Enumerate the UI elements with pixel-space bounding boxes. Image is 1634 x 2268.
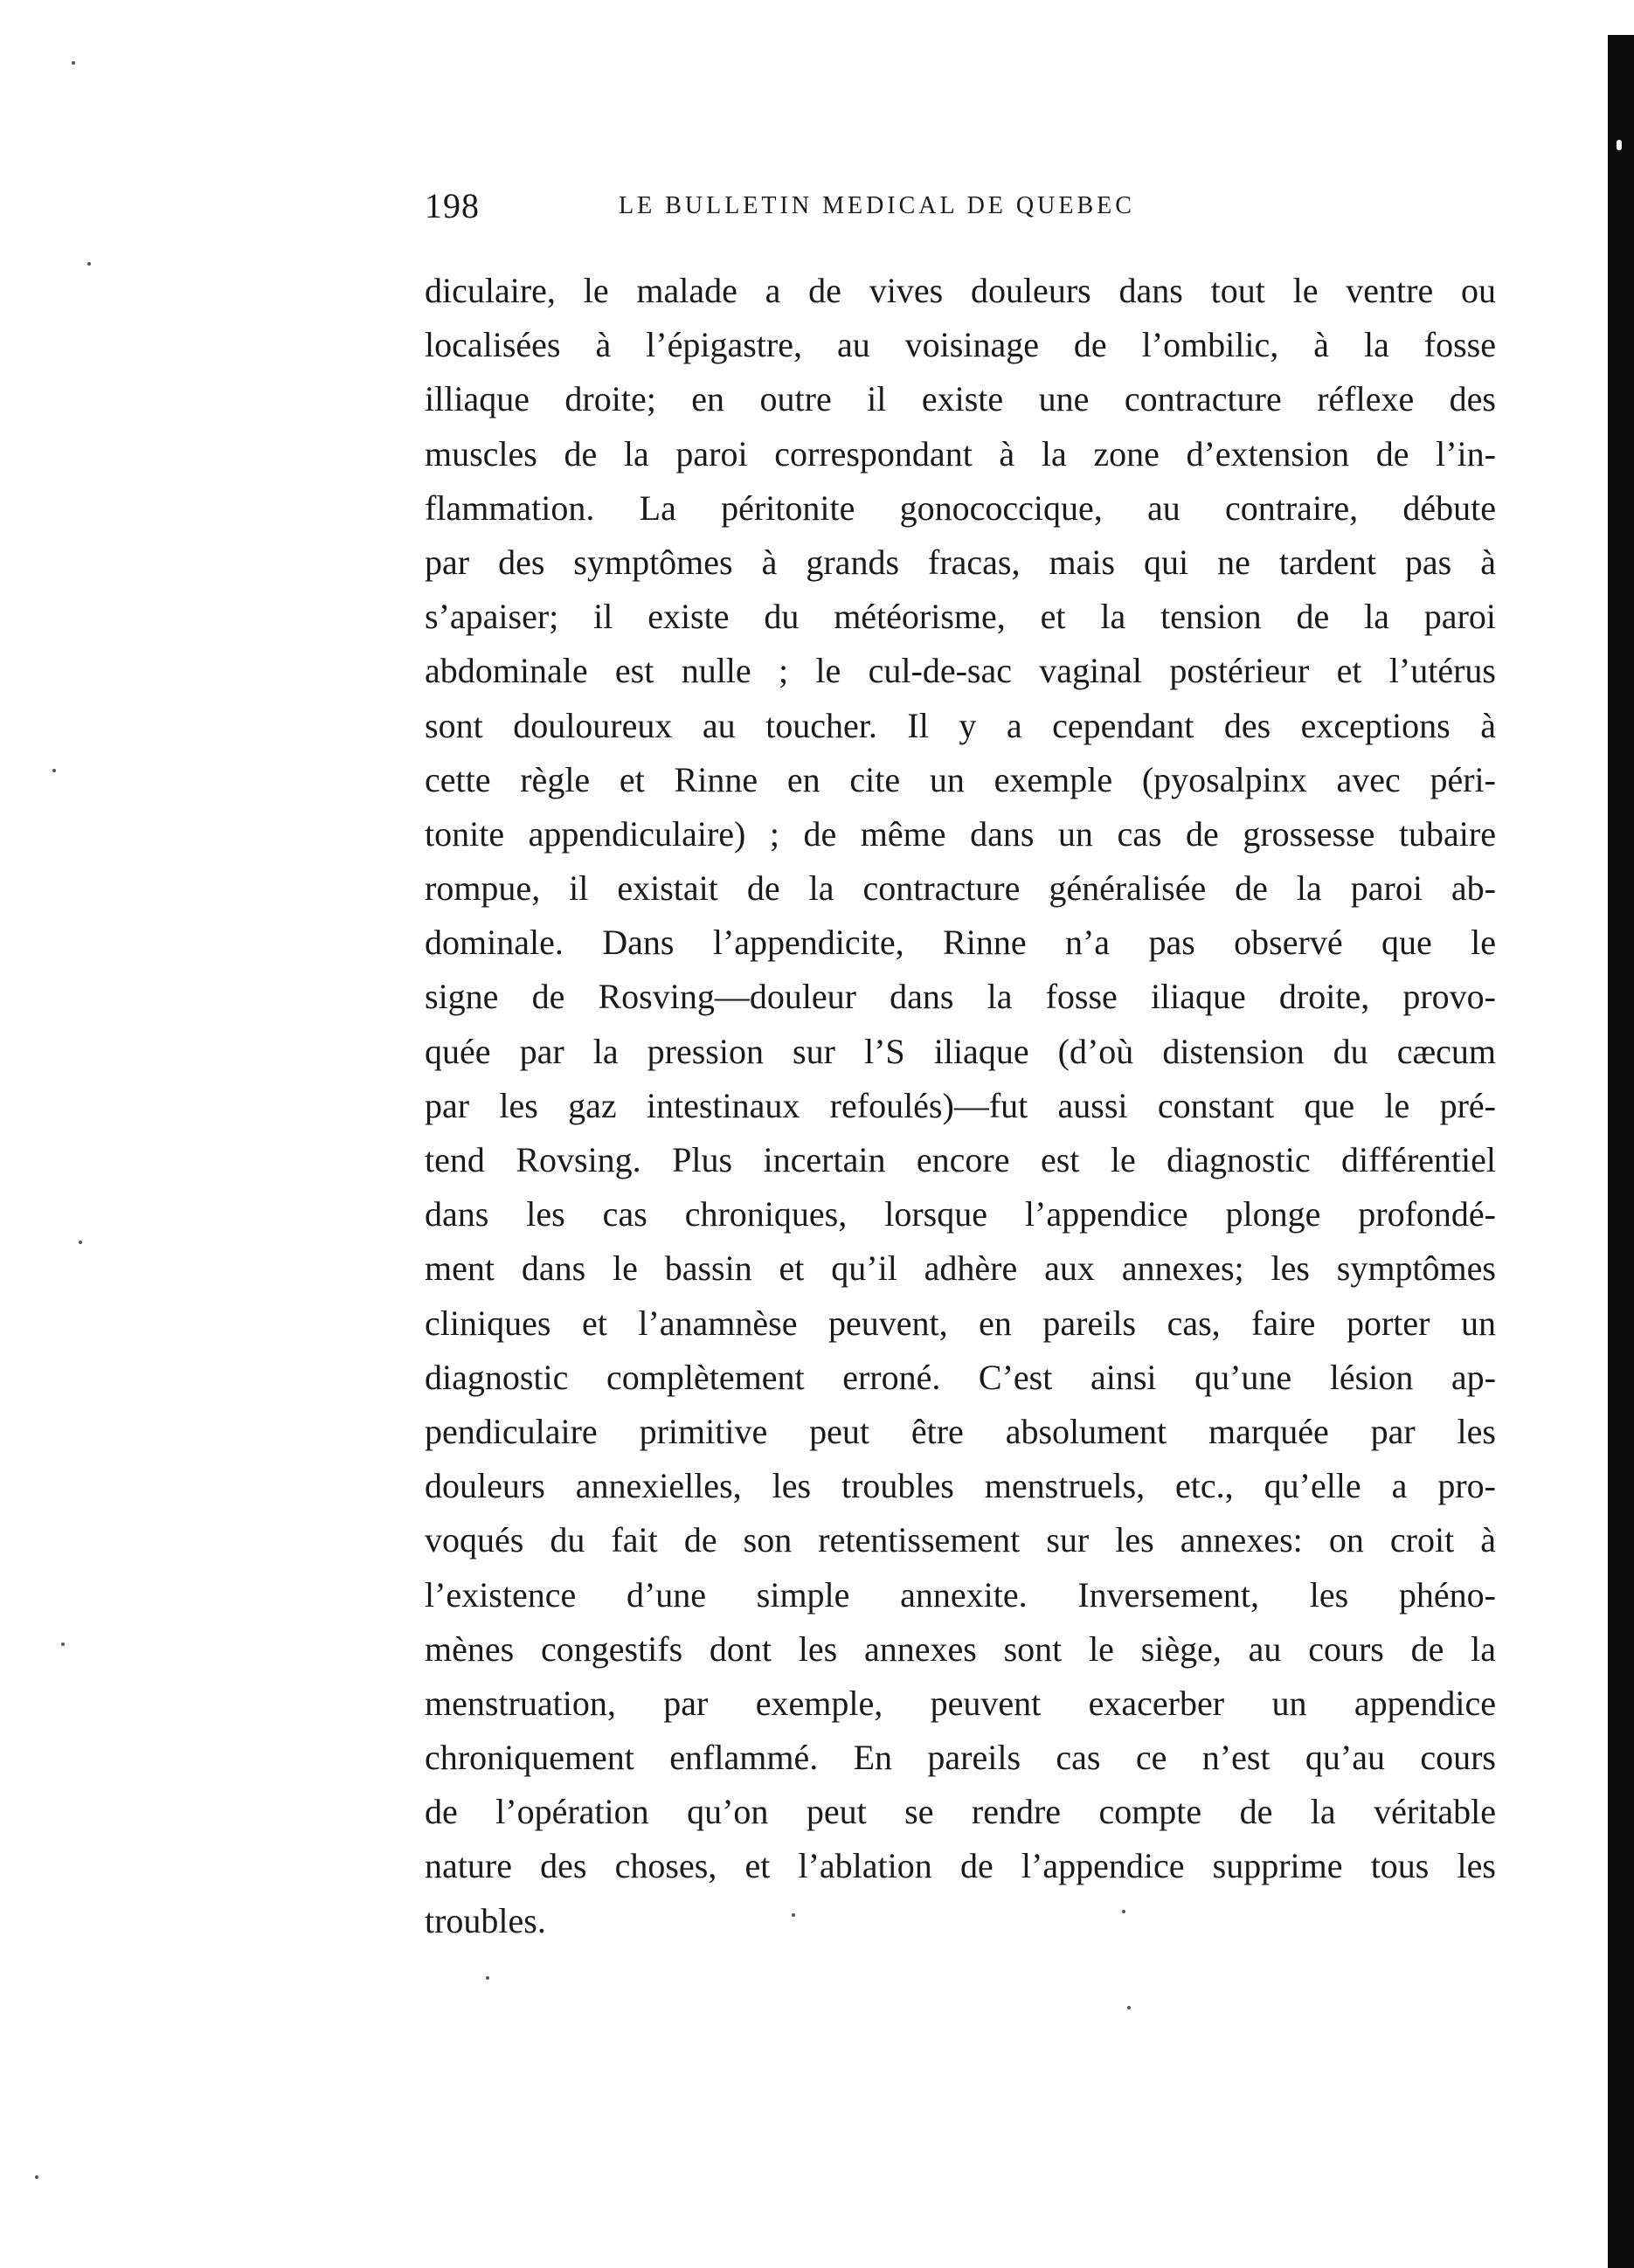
text-line: illiaque droite; en outre il existe une contracture réflexe des bbox=[425, 379, 1496, 419]
scan-speck bbox=[87, 262, 91, 266]
text-line: menstruation, par exemple, peuvent exacerber un appendice bbox=[425, 1683, 1496, 1723]
text-line: voqués du fait de son retentissement sur les annexes: on croit à bbox=[425, 1520, 1496, 1560]
text-line: quée par la pression sur l’S iliaque (d’où distension du cæcum bbox=[425, 1031, 1496, 1071]
text-line: diculaire, le malade a de vives douleurs dans tout le ventre ou bbox=[425, 271, 1496, 310]
text-line: cette règle et Rinne en cite un exemple (pyosalpinx avec péri- bbox=[425, 759, 1496, 799]
text-line: localisées à l’épigastre, au voisinage de l’ombilic, à la fosse bbox=[425, 325, 1496, 365]
text-line: tend Rovsing. Plus incertain encore est le diagnostic différentiel bbox=[425, 1140, 1496, 1179]
text-line: pendiculaire primitive peut être absolument marquée par les bbox=[425, 1411, 1496, 1451]
text-line: mènes congestifs dont les annexes sont le siège, au cours de la bbox=[425, 1628, 1496, 1669]
text-line: diagnostic complètement erroné. C’est ainsi qu’une lésion ap- bbox=[425, 1357, 1496, 1397]
running-head: LE BULLETIN MEDICAL DE QUEBEC bbox=[619, 192, 1135, 219]
scan-speck bbox=[79, 1241, 82, 1244]
scan-speck bbox=[1122, 1910, 1125, 1913]
scan-speck bbox=[52, 769, 56, 772]
text-line: ment dans le bassin et qu’il adhère aux annexes; les symptômes bbox=[425, 1248, 1496, 1289]
scan-speck bbox=[61, 1642, 65, 1646]
text-line: muscles de la paroi correspondant à la zone d’extension de l’in- bbox=[425, 433, 1496, 474]
text-line: dans les cas chroniques, lorsque l’appendice plonge profondé- bbox=[425, 1194, 1496, 1234]
body-paragraph bbox=[425, 264, 1496, 1948]
text-line: signe de Rosving—douleur dans la fosse iliaque droite, provo- bbox=[425, 977, 1496, 1017]
binding-edge bbox=[1608, 35, 1634, 2268]
text-line: tonite appendiculaire) ; de même dans un cas de grossesse tubaire bbox=[425, 813, 1496, 854]
text-line: troubles. bbox=[425, 1900, 546, 1940]
text-line: par des symptômes à grands fracas, mais qui ne tardent pas à bbox=[425, 542, 1496, 582]
text-line: par les gaz intestinaux refoulés)—fut aussi constant que le pré- bbox=[425, 1085, 1496, 1125]
scan-speck bbox=[35, 2175, 38, 2179]
scan-speck bbox=[1127, 2006, 1131, 2009]
scan-speck bbox=[486, 1976, 489, 1980]
text-line: sont douloureux au toucher. Il y a cependant des exceptions à bbox=[425, 705, 1496, 745]
scan-speck bbox=[72, 61, 75, 65]
text-line: rompue, il existait de la contracture généralisée de la paroi ab- bbox=[425, 868, 1496, 909]
page-header bbox=[425, 185, 1272, 229]
text-line: flammation. La péritonite gonococcique, au contraire, débute bbox=[425, 487, 1496, 528]
scan-speck bbox=[792, 1913, 795, 1917]
text-line: abdominale est nulle ; le cul-de-sac vaginal postérieur et l’utérus bbox=[425, 651, 1496, 691]
text-line: s’apaiser; il existe du météorisme, et la tension de la paroi bbox=[425, 597, 1496, 637]
text-line: cliniques et l’anamnèse peuvent, en pareils cas, faire porter un bbox=[425, 1303, 1496, 1343]
text-line: dominale. Dans l’appendicite, Rinne n’a pas observé que le bbox=[425, 923, 1496, 963]
text-line: chroniquement enflammé. En pareils cas ce n’est qu’au cours bbox=[425, 1738, 1496, 1778]
text-line: douleurs annexielles, les troubles menstruels, etc., qu’elle a pro- bbox=[425, 1466, 1496, 1506]
page-number: 198 bbox=[425, 186, 480, 225]
text-line: l’existence d’une simple annexite. Inversement, les phéno- bbox=[425, 1574, 1496, 1615]
text-line: de l’opération qu’on peut se rendre compte de la véritable bbox=[425, 1792, 1496, 1832]
text-line: nature des choses, et l’ablation de l’appendice supprime tous les bbox=[425, 1846, 1496, 1886]
